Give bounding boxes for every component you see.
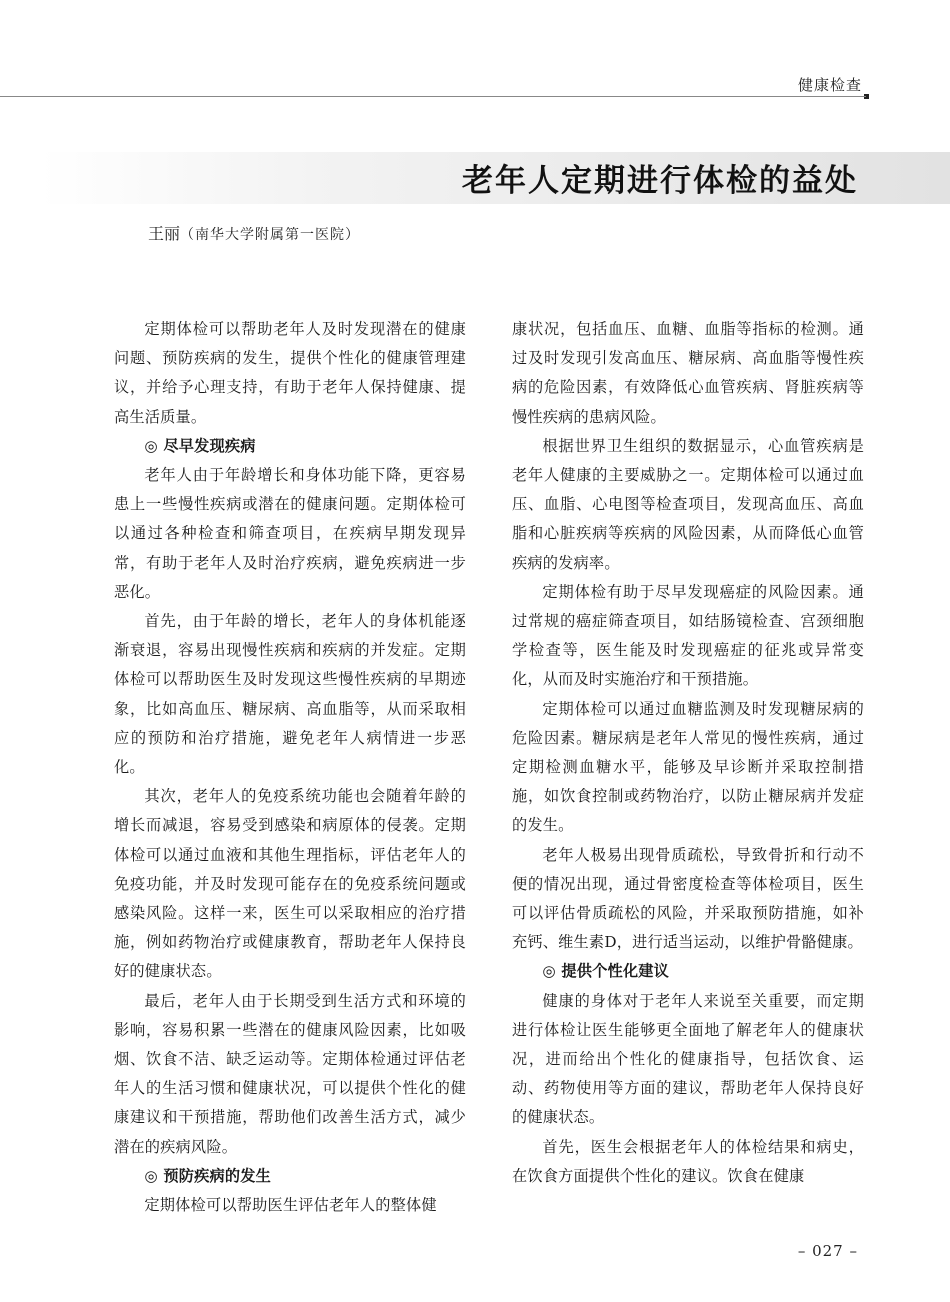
section-header: 健康检查 — [797, 76, 862, 94]
paragraph: 定期体检有助于尽早发现癌症的风险因素。通过常规的癌症筛查项目，如结肠镜检查、宫颈细胞学检查等，医生能及时发现癌症的征兆或异常变化，从而及时实施治疗和干预措施。 — [512, 582, 864, 689]
paragraph: 健康的身体对于老年人来说至关重要，而定期进行体检让医生能够更全面地了解老年人的健康状况，进而给出个性化的健康指导，包括饮食、运动、药物使用等方面的建议，帮助老年人保持良好的健康状态。 — [512, 991, 864, 1127]
paragraph: 根据世界卫生组织的数据显示，心血管疾病是老年人健康的主要威胁之一。定期体检可以通过血压、血脂、心电图等检查项目，发现高血压、高血脂和心脏疾病等疾病的风险因素，从而降低心血管疾病的发病率。 — [512, 436, 864, 572]
author-name: 王丽 — [148, 224, 181, 243]
article-title: 老年人定期进行体检的益处 — [462, 163, 858, 199]
right-column — [512, 315, 864, 1191]
paragraph: 定期体检可以通过血糖监测及时发现糖尿病的危险因素。糖尿病是老年人常见的慢性疾病，通过定期检测血糖水平，能够及早诊断并采取控制措施，如饮食控制或药物治疗，以防止糖尿病并发症的发生。 — [512, 699, 864, 835]
section-heading: ◎ 预防疾病的发生 — [144, 1166, 272, 1185]
author-line — [148, 221, 360, 244]
paragraph: 老年人极易出现骨质疏松，导致骨折和行动不便的情况出现，通过骨密度检查等体检项目，医生可以评估骨质疏松的风险，并采取预防措施，如补充钙、维生素D，进行适当运动，以维护骨骼健康。 — [512, 845, 864, 952]
author-affiliation: （南华大学附属第一医院） — [180, 227, 361, 243]
paragraph: 最后，老年人由于长期受到生活方式和环境的影响，容易积累一些潜在的健康风险因素，比如吸烟、饮食不洁、缺乏运动等。定期体检通过评估老年人的生活习惯和健康状况，可以提供个性化的健康建议和干预措施，帮助他们改善生活方式，减少潜在的疾病风险。 — [114, 991, 466, 1156]
left-column — [114, 315, 466, 1220]
paragraph: 定期体检可以帮助医生评估老年人的整体健 — [144, 1196, 437, 1215]
section-heading: ◎ 提供个性化建议 — [542, 962, 670, 981]
paragraph: 首先，由于年龄的增长，老年人的身体机能逐渐衰退，容易出现慢性疾病和疾病的并发症。定期体检可以帮助医生及时发现这些慢性疾病的早期迹象，比如高血压、糖尿病、高血脂等，从而采取相应的预防和治疗措施，避免老年人病情进一步恶化。 — [114, 612, 466, 777]
page-number: – 027 – — [797, 1242, 858, 1260]
paragraph-continued: 康状况，包括血压、血糖、血脂等指标的检测。通过及时发现引发高血压、糖尿病、高血脂等慢性疾病的危险因素，有效降低心血管疾病、肾脏疾病等慢性疾病的患病风险。 — [512, 320, 864, 426]
section-heading: ◎ 尽早发现疾病 — [144, 436, 256, 455]
paragraph: 定期体检可以帮助老年人及时发现潜在的健康问题、预防疾病的发生，提供个性化的健康管理建议，并给予心理支持，有助于老年人保持健康、提高生活质量。 — [114, 320, 466, 426]
paragraph: 首先，医生会根据老年人的体检结果和病史，在饮食方面提供个性化的建议。饮食在健康 — [512, 1137, 864, 1185]
header-rule — [0, 96, 866, 97]
paragraph: 其次，老年人的免疫系统功能也会随着年龄的增长而减退，容易受到感染和病原体的侵袭。定期体检可以通过血液和其他生理指标，评估老年人的免疫功能，并及时发现可能存在的免疫系统问题或感染风险。这样一来，医生可以采取相应的治疗措施，例如药物治疗或健康教育，帮助老年人保持良好的健康状态。 — [114, 787, 466, 981]
paragraph: 老年人由于年龄增长和身体功能下降，更容易患上一些慢性疾病或潜在的健康问题。定期体检可以通过各种检查和筛查项目，在疾病早期发现异常，有助于老年人及时治疗疾病，避免疾病进一步恶化。 — [114, 466, 466, 601]
